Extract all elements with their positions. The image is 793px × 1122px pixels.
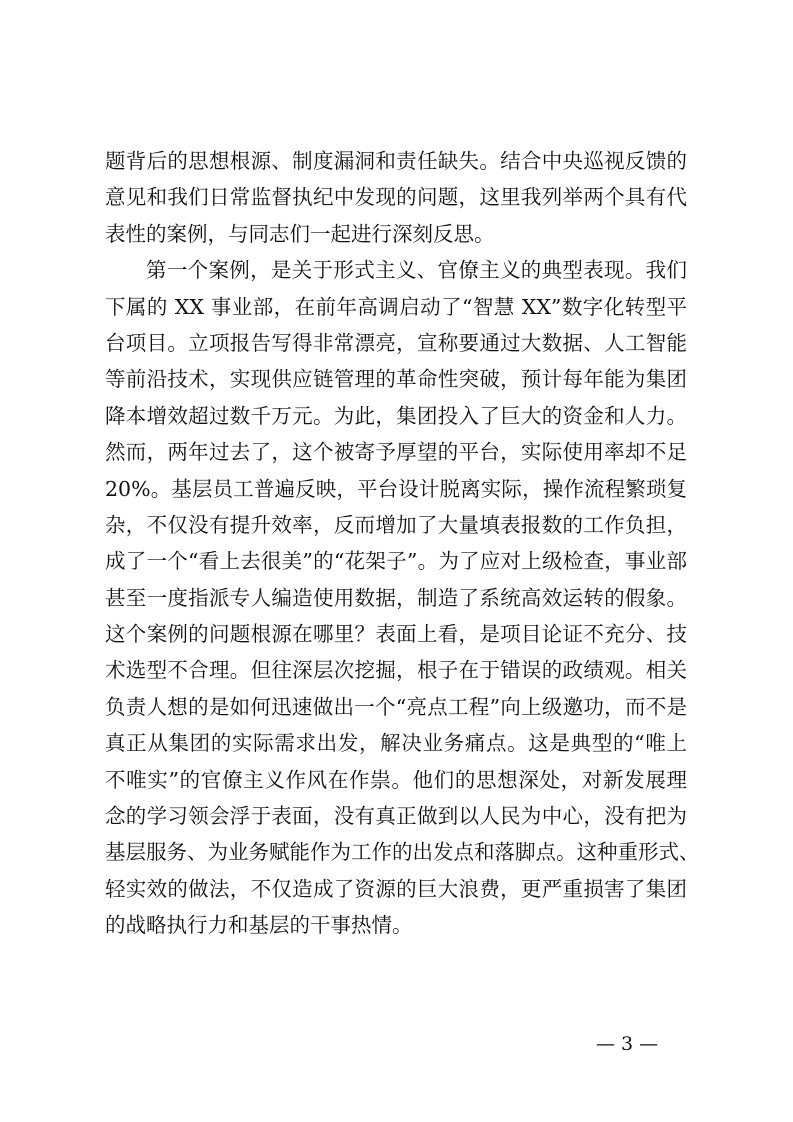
text-line: 题背后的思想根源、制度漏洞和责任缺失。结合中央巡视反馈的 <box>105 149 687 173</box>
text-line: 表性的案例，与同志们一起进行深刻反思。 <box>105 221 495 246</box>
text-line: 这个案例的问题根源在哪里？表面上看，是项目论证不充分、技 <box>105 622 687 647</box>
text-line: 的战略执行力和基层的干事热情。 <box>105 913 413 938</box>
text-line: 等前沿技术，实现供应链管理的革命性突破，预计每年能为集团 <box>105 367 687 392</box>
text-line: 术选型不合理。但往深层次挖掘，根子在于错误的政绩观。相关 <box>105 658 687 683</box>
text-line: 成了一个“看上去很美”的“花架子”。为了应对上级检查，事业部 <box>105 549 687 574</box>
text-line: 20%。基层员工普遍反映，平台设计脱离实际，操作流程繁琐复 <box>105 476 687 501</box>
text-line: 念的学习领会浮于表面，没有真正做到以人民为中心，没有把为 <box>105 804 687 829</box>
paragraph-2 <box>105 252 700 943</box>
text-line: 下属的 XX 事业部，在前年高调启动了“智慧 XX”数字化转型平 <box>105 294 687 319</box>
text-line: 意见和我们日常监督执纪中发现的问题，这里我列举两个具有代 <box>105 185 687 210</box>
text-line: 基层服务、为业务赋能作为工作的出发点和落脚点。这种重形式、 <box>105 840 700 865</box>
text-line: 杂，不仅没有提升效率，反而增加了大量填表报数的工作负担， <box>105 512 687 537</box>
text-line: 降本增效超过数千万元。为此，集团投入了巨大的资金和人力。 <box>105 403 687 428</box>
paragraph-1 <box>105 143 687 252</box>
text-line: 真正从集团的实际需求出发，解决业务痛点。这是典型的“唯上 <box>105 731 687 756</box>
text-line: 负责人想的是如何迅速做出一个“亮点工程”向上级邀功，而不是 <box>105 694 687 719</box>
page-number: — 3 — <box>596 1033 659 1055</box>
body-text <box>105 143 700 944</box>
text-line: 然而，两年过去了，这个被寄予厚望的平台，实际使用率却不足 <box>105 440 687 465</box>
text-line: 第一个案例，是关于形式主义、官僚主义的典型表现。我们 <box>146 258 687 283</box>
text-line: 甚至一度指派专人编造使用数据，制造了系统高效运转的假象。 <box>105 585 687 610</box>
text-line: 不唯实”的官僚主义作风在作祟。他们的思想深处，对新发展理 <box>105 767 687 792</box>
text-line: 台项目。立项报告写得非常漂亮，宣称要通过大数据、人工智能 <box>105 330 687 355</box>
text-line: 轻实效的做法，不仅造成了资源的巨大浪费，更严重损害了集团 <box>105 876 687 901</box>
